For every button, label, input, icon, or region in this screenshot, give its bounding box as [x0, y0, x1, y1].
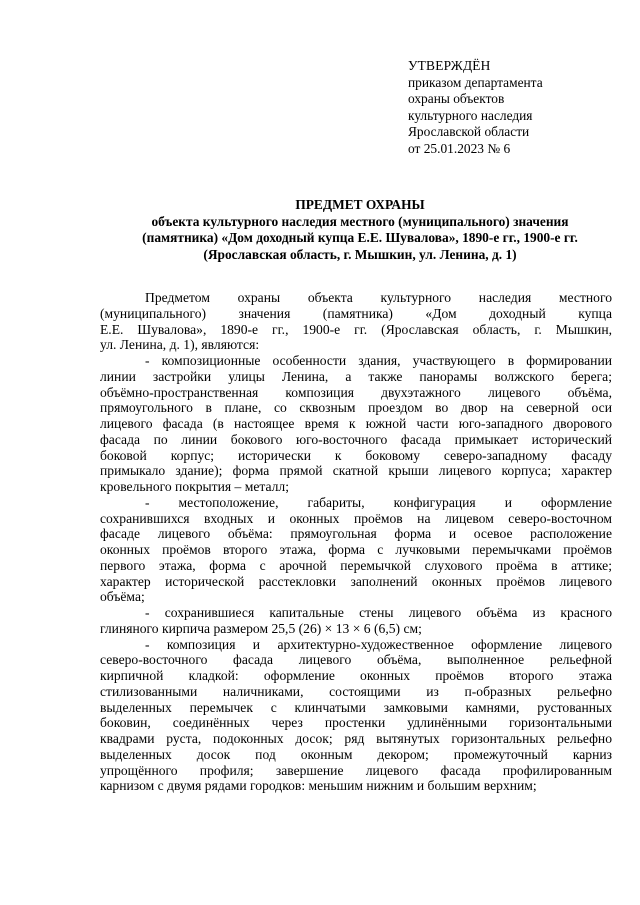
- paragraph: [100, 495, 612, 605]
- paragraph: [100, 637, 612, 795]
- paragraph-line: характер исторической расстекловки заполнений оконных проёмов лицевого: [100, 573, 612, 589]
- approval-heading: УТВЕРЖДЁН: [408, 58, 491, 73]
- paragraph-line: глиняного кирпича размером 25,5 (26) × 13 × 6 (6,5) см;: [100, 620, 422, 636]
- paragraph-line: северо-восточного фасада лицевого объёма, выполненное рельефной: [100, 652, 612, 668]
- paragraph-line: ул. Ленина, д. 1), являются:: [100, 337, 260, 353]
- paragraph-line: боковин, соединённых через простенки удлинёнными горизонтальными: [100, 715, 612, 731]
- approval-line: Ярославской области: [408, 124, 530, 140]
- paragraph-line: первого этажа, форма с арочной перемычкой слухового проёма в аттике;: [100, 557, 612, 573]
- approval-stamp: [408, 58, 543, 158]
- document-body: [100, 290, 612, 794]
- paragraph-line: боковой корпус; исторически к боковому северо-западному фасаду: [100, 447, 612, 463]
- paragraph-line: кровельного покрытия – металл;: [100, 479, 289, 494]
- title-line: (памятника) «Дом доходный купца Е.Е. Шувалова», 1890-е гг., 1900-е гг.: [142, 230, 578, 246]
- paragraph-line: - композиция и архитектурно-художественное оформление лицевого: [145, 636, 612, 652]
- paragraph-line: фасада по линии бокового юго-восточного фасада примыкает исторический: [100, 431, 612, 447]
- paragraph-line: оконных проёмов второго этажа, форма с лучковыми перемычками проёмов: [100, 542, 612, 557]
- approval-line: охраны объектов: [408, 91, 505, 107]
- paragraph-line: линии застройки улицы Ленина, а также панорамы волжского берега;: [100, 368, 612, 384]
- approval-line: от 25.01.2023 № 6: [408, 140, 511, 156]
- paragraph-line: упрощённого профиля; завершение лицевого фасада профилированным: [100, 762, 612, 778]
- paragraph-line: (муниципального) значения (памятника) «Дом доходный купца: [100, 305, 612, 321]
- title-heading: ПРЕДМЕТ ОХРАНЫ: [295, 197, 425, 212]
- approval-line: культурного наследия: [408, 107, 533, 123]
- paragraph-line: Е.Е. Шувалова», 1890-е гг., 1900-е гг. (Ярославская область, г. Мышкин,: [100, 321, 612, 337]
- paragraph-line: прямоугольного в плане, со сквозным проездом во двор на северной оси: [100, 400, 612, 416]
- paragraph-line: выделенных досок под оконным декором; промежуточный карниз: [100, 746, 612, 762]
- paragraph: [100, 290, 612, 353]
- paragraph-line: фасаде лицевого объёма: прямоугольная форма и осевое расположение: [100, 526, 612, 542]
- paragraph-line: - композиционные особенности здания, участвующего в формировании: [145, 353, 612, 368]
- paragraph: [100, 353, 612, 495]
- paragraph-line: объёмно-пространственная композиция двухэтажного лицевого объёма,: [100, 384, 612, 400]
- paragraph-line: Предметом охраны объекта культурного наследия местного: [145, 290, 612, 305]
- paragraph-line: примыкало здание); форма прямой скатной крыши лицевого корпуса; характер: [100, 463, 612, 479]
- paragraph-line: сохранившихся входных и оконных проёмов на лицевом северо-восточном: [100, 510, 612, 526]
- paragraph-line: стилизованными наличниками, состоящими из п-образных рельефно: [100, 683, 612, 699]
- paragraph-line: - сохранившиеся капитальные стены лицевого объёма из красного: [145, 605, 612, 620]
- paragraph-line: кирпичной кладкой: оформление оконных проёмов второго этажа: [100, 668, 612, 683]
- paragraph: [100, 605, 612, 637]
- title-line: (Ярославская область, г. Мышкин, ул. Ленина, д. 1): [203, 246, 517, 262]
- approval-line: приказом департамента: [408, 74, 543, 90]
- paragraph-line: - местоположение, габариты, конфигурация и оформление: [145, 494, 612, 510]
- paragraph-line: объёма;: [100, 589, 145, 605]
- paragraph-line: лицевого фасада (в настоящее время к южной части юго-западного дворового: [100, 416, 612, 431]
- document-title: [100, 197, 620, 263]
- paragraph-line: карнизом с двумя рядами городков: меньшим нижним и большим верхним;: [100, 778, 537, 794]
- paragraph-line: квадрами руста, подоконных досок; ряд вытянутых горизонтальных рельефно: [100, 731, 612, 746]
- title-line: объекта культурного наследия местного (муниципального) значения: [151, 213, 569, 229]
- paragraph-line: выделенных перемычек с клинчатыми замковыми камнями, рустованных: [100, 699, 612, 715]
